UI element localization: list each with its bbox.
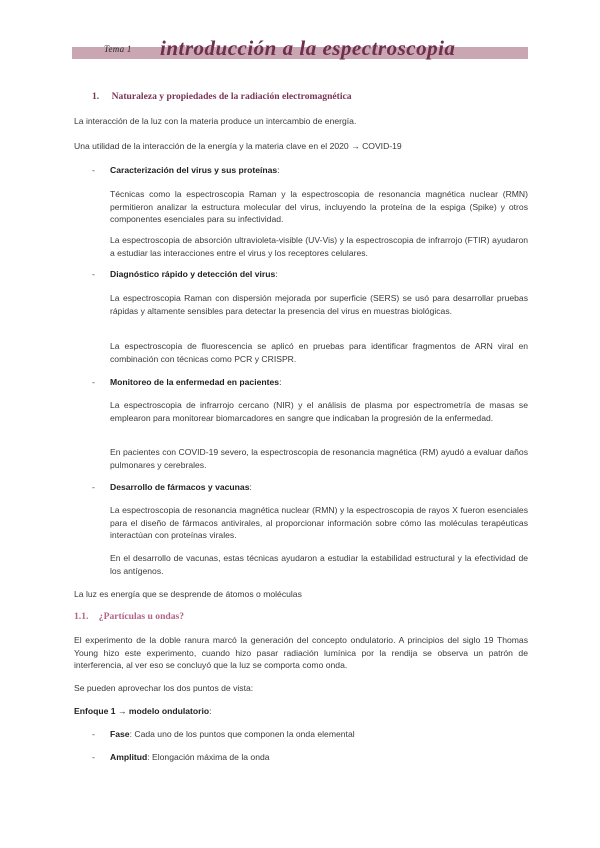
section-1-heading — [92, 91, 352, 104]
intro-paragraph-1: La interacción de la luz con la materia produce un intercambio de energía. — [74, 116, 357, 126]
bullet-paragraph: Técnicas como la espectroscopia Raman y la espectroscopia de resonancia magnética nuclear (RMN) permitieron analizar la estructura molecular del virus, incluyendo la proteína de la espiga (Spike) y otros componentes esenciales para su infectividad. — [110, 189, 528, 224]
section-1-1-title: ¿Partículas u ondas? — [98, 611, 185, 622]
bullet-paragraph: La espectroscopia de resonancia magnética nuclear (RMN) y la espectroscopia de rayos X fueron esenciales para el diseño de fármacos antivirales, al proporcionar información sobre cómo las moléculas terapéuticas interactúan con proteínas virales. — [110, 505, 528, 540]
bullet-heading: Diagnóstico rápido y detección del virus: — [110, 269, 278, 279]
tema-label: Tema 1 — [104, 44, 132, 54]
definition-item: Amplitud: Elongación máxima de la onda — [110, 752, 270, 762]
bullet-paragraph: La espectroscopia de absorción ultravioleta-visible (UV-Vis) y la espectroscopia de infrarrojo (FTIR) ayudaron a estudiar las interacciones entre el virus y los receptores celulares. — [110, 235, 528, 258]
page-title: introducción a la espectroscopia — [160, 36, 456, 60]
bullet-paragraph: La espectroscopia de fluorescencia se aplicó en pruebas para identificar fragmentos de ARN viral en combinación con técnicas como PCR y CRISPR. — [110, 341, 528, 364]
definition-item: Fase: Cada uno de los puntos que componen la onda elemental — [110, 729, 355, 739]
section-1-title: Naturaleza y propiedades de la radiación electromagnética — [111, 91, 352, 102]
intro-paragraph-2: Una utilidad de la interacción de la energía y la materia clave en el 2020 → COVID-19 — [74, 141, 402, 151]
bullet-dash: - — [92, 729, 95, 739]
bullet-heading: Caracterización del virus y sus proteínas: — [110, 165, 280, 175]
bullet-dash: - — [92, 377, 95, 387]
bullet-dash: - — [92, 752, 95, 762]
bullet-heading: Monitoreo de la enfermedad en pacientes: — [110, 377, 282, 387]
section-1-number: 1. — [92, 91, 100, 102]
bullet-paragraph: La espectroscopia Raman con dispersión mejorada por superficie (SERS) se usó para desarrollar pruebas rápidas y altamente sensibles para detectar la presencia del virus en muestras biológicas. — [110, 293, 528, 316]
section-1-1-paragraph: El experimento de la doble ranura marcó la generación del concepto ondulatorio. A principios del siglo 19 Thomas Young hizo este experimento, cuando hizo pasar radiación lumínica por la rendija se observa un patrón de interferencia, al ver eso se concluyó que la luz se comporta como onda. — [74, 635, 528, 670]
closing-paragraph: La luz es energía que se desprende de átomos o moléculas — [74, 589, 302, 599]
bullet-dash: - — [92, 165, 95, 175]
bullet-heading: Desarrollo de fármacos y vacunas: — [110, 482, 252, 492]
bullet-paragraph: La espectroscopia de infrarrojo cercano (NIR) y el análisis de plasma por espectrometría de masas se emplearon para monitorear biomarcadores en sangre que indicaban la progresión de la enfermedad. — [110, 400, 528, 423]
bullet-paragraph: En el desarrollo de vacunas, estas técnicas ayudaron a estudiar la estabilidad estructural y la efectividad de los antígenos. — [110, 553, 528, 576]
section-1-1-number: 1.1. — [74, 611, 89, 622]
bullet-dash: - — [92, 269, 95, 279]
section-1-1-paragraph-2: Se pueden aprovechar los dos puntos de vista: — [74, 683, 254, 693]
enfoque-heading: Enfoque 1 → modelo ondulatorio: — [74, 706, 212, 716]
bullet-paragraph: En pacientes con COVID-19 severo, la espectroscopia de resonancia magnética (RM) ayudó a evaluar daños pulmonares y cerebrales. — [110, 447, 528, 470]
bullet-dash: - — [92, 482, 95, 492]
section-1-1-heading — [74, 611, 184, 624]
